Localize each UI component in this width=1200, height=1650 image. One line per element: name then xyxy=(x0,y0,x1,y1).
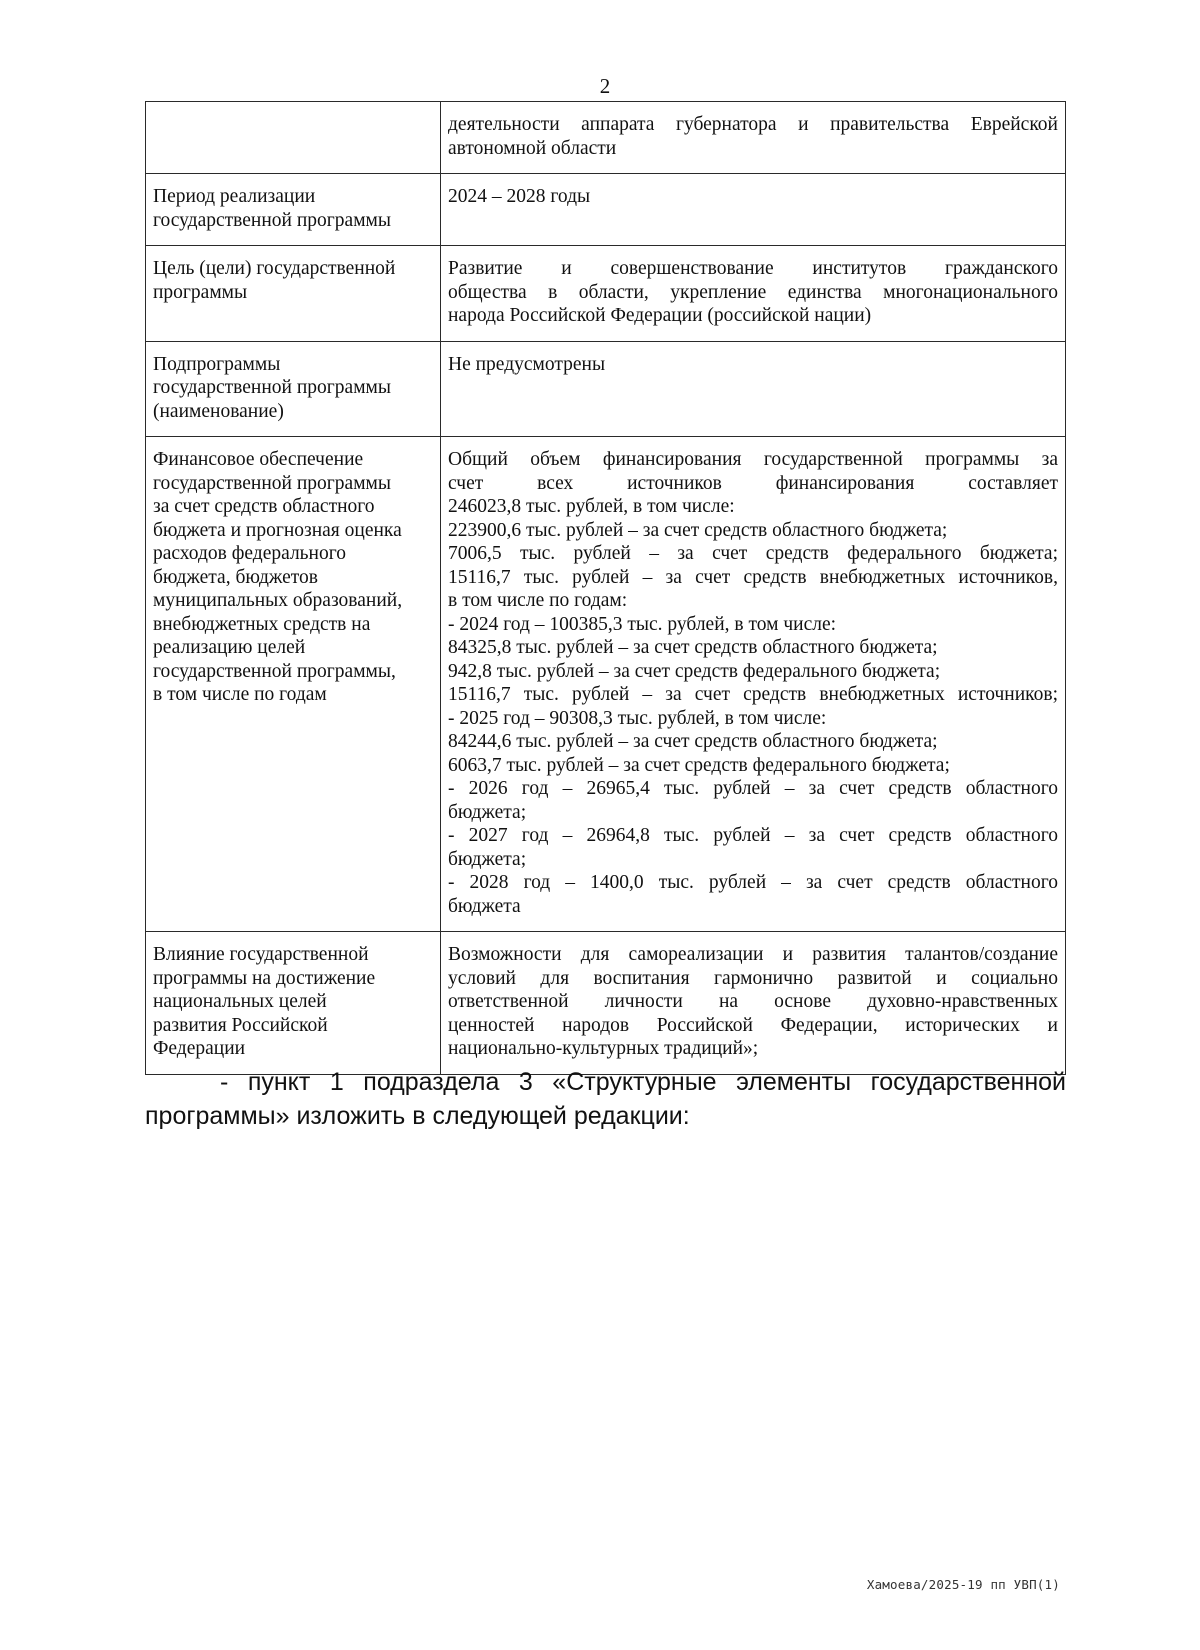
row-label xyxy=(146,341,441,437)
row-label xyxy=(146,932,441,1075)
row-label xyxy=(146,174,441,246)
closing-line: программы» изложить в следующей редакции: xyxy=(145,1102,690,1130)
value-line: - 2028 год – 1400,0 тыс. рублей – за счет средств областного xyxy=(448,872,1058,893)
table-row xyxy=(146,246,1066,342)
value-line: 7006,5 тыс. рублей – за счет средств федерального бюджета; xyxy=(448,543,1058,564)
value-line: национально-культурных традиций»; xyxy=(448,1038,759,1059)
row-label xyxy=(146,437,441,932)
label-line: реализацию целей xyxy=(153,637,306,658)
value-line: - 2026 год – 26965,4 тыс. рублей – за счет средств областного xyxy=(448,778,1058,799)
value-line: в том числе по годам: xyxy=(448,590,628,611)
value-line: 223900,6 тыс. рублей – за счет средств областного бюджета; xyxy=(448,519,948,541)
table-row xyxy=(146,341,1066,437)
label-line: Федерации xyxy=(153,1038,246,1059)
label-line: в том числе по годам xyxy=(153,684,327,705)
label-line: бюджета, бюджетов xyxy=(153,566,318,588)
label-line: национальных целей xyxy=(153,991,327,1012)
row-value xyxy=(441,932,1066,1075)
value-line: 15116,7 тыс. рублей – за счет средств внебюджетных источников; xyxy=(448,684,1058,705)
value-line: бюджета; xyxy=(448,848,527,870)
label-line: Подпрограммы xyxy=(153,353,281,375)
value-line: бюджета xyxy=(448,895,521,917)
page-number: 2 xyxy=(599,74,611,98)
row-value xyxy=(441,341,1066,437)
label-line: Цель (цели) государственной xyxy=(153,258,396,279)
label-line: развития Российской xyxy=(153,1014,328,1036)
label-line: Финансовое обеспечение xyxy=(153,449,364,470)
value-line: автономной области xyxy=(448,137,617,159)
row-value xyxy=(441,102,1066,174)
label-line: государственной программы xyxy=(153,209,391,231)
value-line: - 2025 год – 90308,3 тыс. рублей, в том числе: xyxy=(448,707,827,729)
value-line: счет всех источников финансирования составляет xyxy=(448,472,1058,494)
closing-line: - пункт 1 подраздела 3 «Структурные элементы государственной xyxy=(220,1068,1066,1096)
row-label-empty xyxy=(146,102,441,174)
label-line: внебюджетных средств на xyxy=(153,613,371,635)
label-line: за счет средств областного xyxy=(153,496,375,517)
label-line: государственной программы, xyxy=(153,660,396,682)
value-line: деятельности аппарата губернатора и правительства Еврейской xyxy=(448,114,1058,135)
row-value xyxy=(441,174,1066,246)
value-line: ценностей народов Российской Федерации, исторических и xyxy=(448,1014,1058,1036)
label-line: расходов федерального xyxy=(153,543,347,564)
value-line: общества в области, укрепление единства многонационального xyxy=(448,281,1058,303)
table-row xyxy=(146,102,1066,174)
label-line: государственной программы xyxy=(153,472,391,494)
value-line: Общий объем финансирования государственной программы за xyxy=(448,449,1058,470)
row-value xyxy=(441,437,1066,932)
value-line: 84244,6 тыс. рублей – за счет средств областного бюджета; xyxy=(448,731,938,752)
label-line: государственной программы xyxy=(153,377,391,398)
row-label xyxy=(146,246,441,342)
label-line: Период реализации xyxy=(153,186,316,207)
table-row xyxy=(146,437,1066,932)
table-row xyxy=(146,932,1066,1075)
program-passport-table xyxy=(145,101,1066,1075)
value-line: 942,8 тыс. рублей – за счет средств федерального бюджета; xyxy=(448,660,941,682)
label-line: программы на достижение xyxy=(153,967,376,989)
value-line: народа Российской Федерации (российской нации) xyxy=(448,305,872,326)
value-line: 246023,8 тыс. рублей, в том числе: xyxy=(448,496,735,517)
value-line: 84325,8 тыс. рублей – за счет средств областного бюджета; xyxy=(448,637,938,658)
value-line: условий для воспитания гармонично развитой и социально xyxy=(448,967,1058,989)
value-line: 6063,7 тыс. рублей – за счет средств федерального бюджета; xyxy=(448,754,950,776)
document-code-footer: Хамоева/2025-19 пп УВП(1) xyxy=(866,1577,1060,1592)
value-line: - 2024 год – 100385,3 тыс. рублей, в том числе: xyxy=(448,613,837,635)
row-value xyxy=(441,246,1066,342)
value-line: Не предусмотрены xyxy=(448,353,606,375)
table-row xyxy=(146,174,1066,246)
value-line: ответственной личности на основе духовно-нравственных xyxy=(448,991,1058,1012)
closing-paragraph xyxy=(145,1065,1066,1133)
value-line: бюджета; xyxy=(448,801,527,823)
label-line: Влияние государственной xyxy=(153,944,369,965)
label-line: программы xyxy=(153,281,248,303)
label-line: (наименование) xyxy=(153,400,284,422)
value-line: 15116,7 тыс. рублей – за счет средств внебюджетных источников, xyxy=(448,566,1058,588)
value-line: - 2027 год – 26964,8 тыс. рублей – за счет средств областного xyxy=(448,825,1058,846)
value-line: Развитие и совершенствование институтов гражданского xyxy=(448,258,1058,279)
value-line: 2024 – 2028 годы xyxy=(448,186,591,207)
label-line: муниципальных образований, xyxy=(153,590,403,611)
label-line: бюджета и прогнозная оценка xyxy=(153,519,402,541)
value-line: Возможности для самореализации и развития талантов/создание xyxy=(448,944,1058,965)
